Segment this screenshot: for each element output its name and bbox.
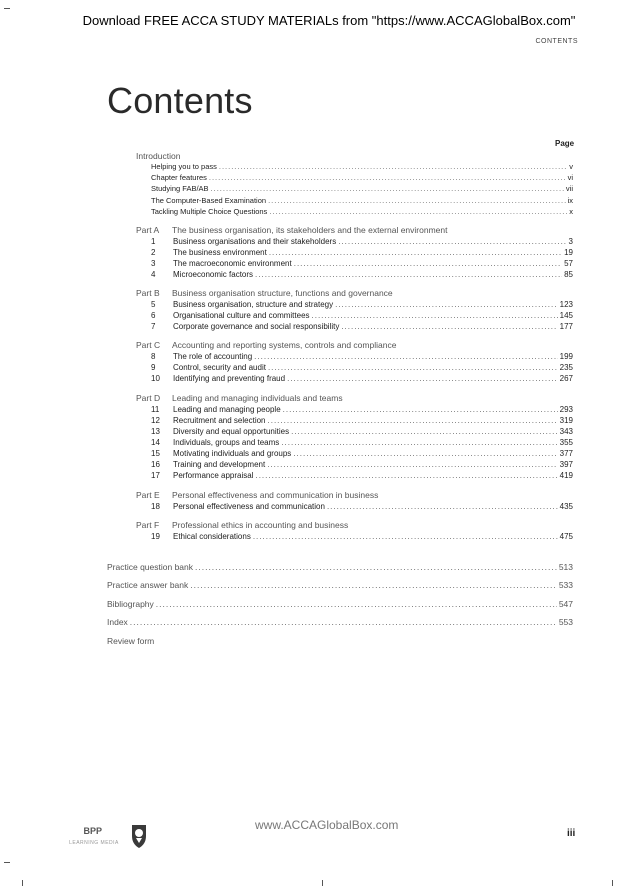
- toc-entry-page: 355: [559, 438, 573, 447]
- toc-entry-page: vii: [565, 184, 573, 193]
- running-head: CONTENTS: [535, 38, 578, 45]
- toc-entry-label: Personal effectiveness and communication: [173, 502, 325, 511]
- toc-entry[interactable]: [151, 427, 573, 436]
- toc-entry[interactable]: [151, 248, 573, 257]
- toc-entry-label: Practice answer bank: [107, 580, 189, 590]
- toc-entry[interactable]: [107, 617, 573, 627]
- toc-entry[interactable]: [151, 502, 573, 511]
- part-title: Accounting and reporting systems, controls and compliance: [172, 340, 397, 350]
- toc-entry-page: 343: [559, 427, 573, 436]
- dot-leader: [268, 363, 558, 372]
- part-title: Leading and managing individuals and teams: [172, 393, 343, 403]
- toc-entry[interactable]: [107, 599, 573, 609]
- part-heading: [136, 393, 343, 403]
- crop-mark: [4, 862, 10, 863]
- toc-entry-page: 533: [558, 580, 573, 590]
- chapter-number: 10: [151, 374, 160, 383]
- toc-entry[interactable]: [151, 416, 573, 425]
- toc-entry[interactable]: [151, 532, 573, 541]
- chapter-entry: [151, 405, 281, 414]
- toc-entry-label: Diversity and equal opportunities: [173, 427, 290, 436]
- chapter-number: 2: [151, 248, 156, 257]
- toc-entry-page: 293: [559, 405, 573, 414]
- chapter-number: 4: [151, 270, 156, 279]
- dot-leader: [156, 599, 557, 609]
- toc-entry-label: Review form: [107, 636, 155, 646]
- chapter-entry: [151, 237, 336, 246]
- toc-entry-page: 199: [559, 352, 573, 361]
- dot-leader: [312, 311, 558, 320]
- toc-entry[interactable]: [151, 322, 573, 331]
- toc-entry[interactable]: [151, 460, 573, 469]
- toc-entry[interactable]: [151, 196, 573, 205]
- dot-leader: [254, 352, 557, 361]
- toc-entry-page: 475: [559, 532, 573, 541]
- dot-leader: [291, 427, 558, 436]
- toc-entry-page: 377: [559, 449, 573, 458]
- toc-entry-page: 19: [564, 248, 573, 257]
- logo-text: BPP: [83, 826, 102, 836]
- chapter-number: 18: [151, 502, 160, 511]
- crop-mark: [612, 880, 613, 886]
- toc-entry-label: Control, security and audit: [173, 363, 266, 372]
- toc-entry-label: Bibliography: [107, 599, 154, 609]
- toc-entry-label: Index: [107, 617, 128, 627]
- toc-entry-label: Training and development: [173, 460, 266, 469]
- chapter-number: 15: [151, 449, 160, 458]
- toc-entry[interactable]: [151, 449, 573, 458]
- chapter-number: 14: [151, 438, 160, 447]
- toc-entry-page: x: [569, 207, 573, 216]
- dot-leader: [338, 237, 566, 246]
- chapter-entry: [151, 311, 310, 320]
- bpp-lion-icon: [66, 822, 156, 850]
- dot-leader: [255, 471, 557, 480]
- toc-entry[interactable]: [151, 405, 573, 414]
- dot-leader: [268, 416, 558, 425]
- toc-entry[interactable]: [151, 259, 573, 268]
- chapter-number: 5: [151, 300, 156, 309]
- toc-entry-label: Tackling Multiple Choice Questions: [151, 207, 268, 216]
- toc-entry[interactable]: [151, 162, 573, 171]
- toc-entry[interactable]: [151, 311, 573, 320]
- page-column-label: Page: [555, 139, 575, 148]
- part-title: Professional ethics in accounting and business: [172, 520, 349, 530]
- dot-leader: [209, 173, 566, 182]
- toc-entry[interactable]: [151, 438, 573, 447]
- part-heading: [136, 520, 348, 530]
- chapter-entry: [151, 374, 285, 383]
- chapter-number: 8: [151, 352, 156, 361]
- toc-entry-label: Business organisation, structure and strategy: [173, 300, 334, 309]
- toc-entry-page: 319: [559, 416, 573, 425]
- toc-entry-label: The role of accounting: [173, 352, 253, 361]
- chapter-number: 1: [151, 237, 156, 246]
- crop-mark: [4, 8, 10, 9]
- dot-leader: [335, 300, 558, 309]
- toc-entry[interactable]: [151, 363, 573, 372]
- toc-entry-label: The Computer-Based Examination: [151, 196, 267, 205]
- dot-leader: [341, 322, 557, 331]
- chapter-entry: [151, 363, 266, 372]
- chapter-entry: [151, 300, 333, 309]
- toc-entry-label: Studying FAB/AB: [151, 184, 209, 193]
- part-id: Part B: [136, 288, 160, 298]
- toc-entry-label: The business environment: [173, 248, 267, 257]
- toc-entry-page: ix: [567, 196, 573, 205]
- toc-entry-label: Chapter features: [151, 173, 207, 182]
- toc-entry-label: The macroeconomic environment: [173, 259, 292, 268]
- bpp-logo: [66, 822, 156, 855]
- footer-url: www.ACCAGlobalBox.com: [255, 818, 399, 832]
- dot-leader: [268, 196, 566, 205]
- toc-entry-label: Organisational culture and committees: [173, 311, 310, 320]
- dot-leader: [327, 502, 558, 511]
- dot-leader: [211, 184, 564, 193]
- chapter-number: 11: [151, 405, 160, 414]
- chapter-number: 13: [151, 427, 160, 436]
- chapter-number: 9: [151, 363, 156, 372]
- toc-entry[interactable]: [151, 237, 573, 246]
- toc-entry[interactable]: [151, 374, 573, 383]
- part-id: Part E: [136, 490, 160, 500]
- chapter-entry: [151, 438, 279, 447]
- part-title: Personal effectiveness and communication in business: [172, 490, 379, 500]
- toc-entry-label: Microeconomic factors: [173, 270, 254, 279]
- chapter-entry: [151, 460, 265, 469]
- download-banner: Download FREE ACCA STUDY MATERIALs from "https://www.ACCAGlobalBox.com": [82, 13, 576, 28]
- chapter-number: 16: [151, 460, 160, 469]
- toc-entry-page: 547: [558, 599, 573, 609]
- chapter-entry: [151, 427, 289, 436]
- toc-entry[interactable]: [107, 636, 154, 646]
- toc-entry[interactable]: [151, 207, 573, 216]
- dot-leader: [287, 374, 558, 383]
- chapter-entry: [151, 322, 339, 331]
- toc-entry-page: vi: [567, 173, 573, 182]
- chapter-entry: [151, 449, 291, 458]
- toc-entry-label: Identifying and preventing fraud: [173, 374, 286, 383]
- chapter-entry: [151, 259, 292, 268]
- toc-entry-page: 85: [564, 270, 573, 279]
- toc-entry[interactable]: [151, 184, 573, 193]
- part-id: Part D: [136, 393, 161, 403]
- toc-entry-label: Leading and managing people: [173, 405, 281, 414]
- toc-entry-label: Ethical considerations: [173, 532, 251, 541]
- page-number: iii: [567, 828, 576, 839]
- logo-subtext: LEARNING MEDIA: [69, 840, 119, 846]
- dot-leader: [255, 270, 562, 279]
- toc-entry-page: 57: [564, 259, 573, 268]
- toc-entry-label: Recruitment and selection: [173, 416, 266, 425]
- toc-entry-page: 235: [559, 363, 573, 372]
- dot-leader: [281, 438, 557, 447]
- chapter-number: 17: [151, 471, 160, 480]
- toc-entry[interactable]: [151, 352, 573, 361]
- toc-entry-page: 145: [559, 311, 573, 320]
- dot-leader: [294, 259, 562, 268]
- part-title: The business organisation, its stakeholders and the external environment: [172, 225, 448, 235]
- dot-leader: [269, 248, 562, 257]
- toc-entry-label: Practice question bank: [107, 562, 193, 572]
- crop-mark: [22, 880, 23, 886]
- chapter-entry: [151, 416, 266, 425]
- toc-entry-label: Motivating individuals and groups: [173, 449, 292, 458]
- dot-leader: [293, 449, 557, 458]
- part-id: Part A: [136, 225, 160, 235]
- toc-entry-page: 177: [559, 322, 573, 331]
- part-id: Part C: [136, 340, 161, 350]
- chapter-number: 6: [151, 311, 156, 320]
- chapter-entry: [151, 532, 251, 541]
- crop-mark: [322, 880, 323, 886]
- page-title: Contents: [107, 80, 253, 121]
- toc-entry[interactable]: [151, 270, 573, 279]
- dot-leader: [190, 580, 557, 590]
- dot-leader: [283, 405, 558, 414]
- chapter-entry: [151, 248, 267, 257]
- dot-leader: [195, 562, 557, 572]
- chapter-number: 7: [151, 322, 156, 331]
- chapter-number: 3: [151, 259, 156, 268]
- introduction-heading: Introduction: [136, 151, 181, 161]
- chapter-number: 19: [151, 532, 160, 541]
- dot-leader: [219, 162, 567, 171]
- chapter-entry: [151, 352, 252, 361]
- part-id: Part F: [136, 520, 160, 530]
- dot-leader: [267, 460, 557, 469]
- part-heading: [136, 340, 396, 350]
- toc-entry-label: Business organisations and their stakeholders: [173, 237, 337, 246]
- toc-entry-label: Helping you to pass: [151, 162, 217, 171]
- toc-entry-page: 267: [559, 374, 573, 383]
- toc-entry-page: 123: [559, 300, 573, 309]
- toc-entry-page: v: [569, 162, 573, 171]
- toc-entry-label: Corporate governance and social responsibility: [173, 322, 340, 331]
- dot-leader: [253, 532, 558, 541]
- chapter-entry: [151, 502, 325, 511]
- toc-entry-page: 419: [559, 471, 573, 480]
- toc-entry[interactable]: [107, 562, 573, 572]
- toc-entry[interactable]: [107, 580, 573, 590]
- toc-entry-page: 553: [558, 617, 573, 627]
- chapter-entry: [151, 270, 253, 279]
- dot-leader: [130, 617, 557, 627]
- chapter-number: 12: [151, 416, 160, 425]
- toc-entry[interactable]: [151, 300, 573, 309]
- toc-entry-label: Performance appraisal: [173, 471, 254, 480]
- toc-entry-page: 397: [559, 460, 573, 469]
- toc-entry[interactable]: [151, 173, 573, 182]
- part-title: Business organisation structure, functions and governance: [172, 288, 393, 298]
- toc-entry[interactable]: [151, 471, 573, 480]
- part-heading: [136, 225, 447, 235]
- part-heading: [136, 288, 393, 298]
- toc-entry-page: 435: [559, 502, 573, 511]
- chapter-entry: [151, 471, 253, 480]
- part-heading: [136, 490, 378, 500]
- toc-entry-page: 513: [558, 562, 573, 572]
- toc-entry-page: 3: [568, 237, 573, 246]
- toc-entry-label: Individuals, groups and teams: [173, 438, 280, 447]
- dot-leader: [269, 207, 567, 216]
